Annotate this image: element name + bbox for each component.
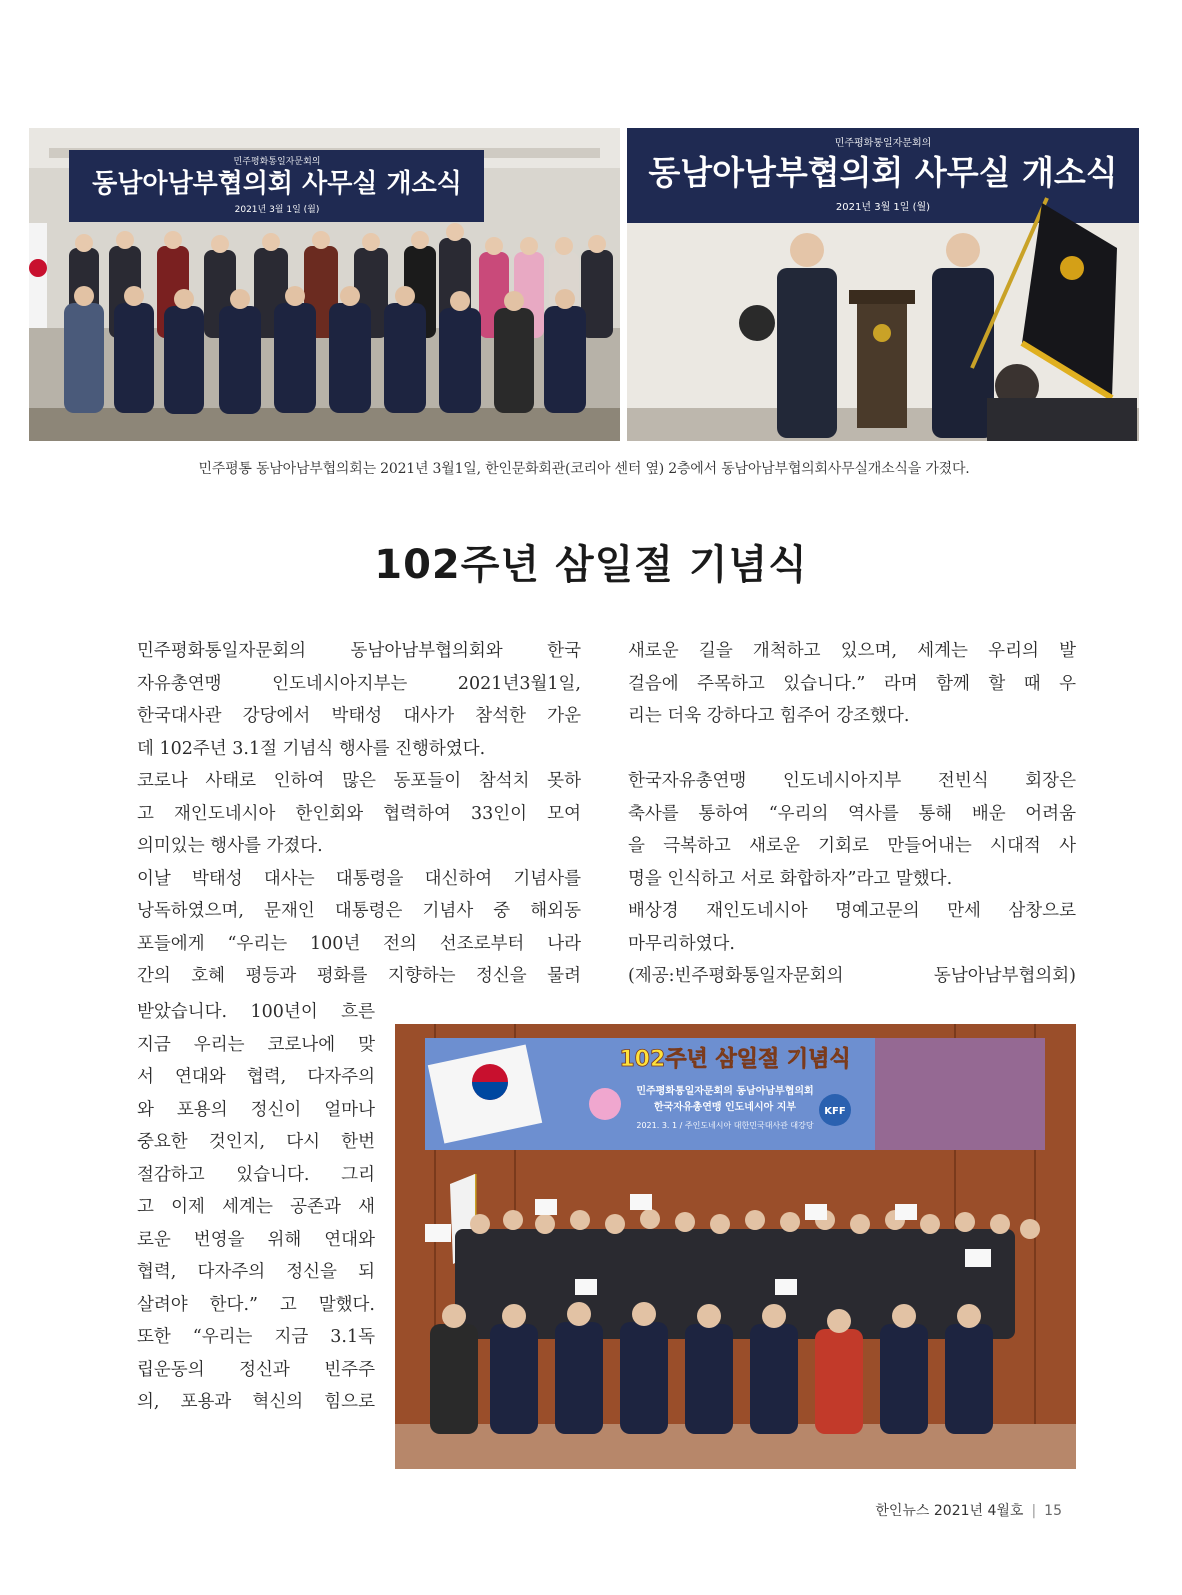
photo-flag-handover-image [627, 128, 1139, 441]
text-line: 이날 박태성 대사는 대통령을 대신하여 기념사를 [137, 868, 581, 889]
text-line: 걸음에 주목하고 있습니다.” 라며 함께 할 때 우 [628, 673, 1076, 694]
photo-flag-handover [627, 128, 1139, 441]
text-line: 데 102주년 3.1절 기념식 행사를 진행하였다. [137, 738, 486, 759]
text-line: 배상경 재인도네시아 명예고문의 만세 삼창으로 [628, 901, 1076, 921]
text-line: 또한 “우리는 지금 3.1독 [137, 1327, 375, 1347]
publication-name: 한인뉴스 2021년 4월호 [875, 1503, 1024, 1519]
banner-title-text: 동남아남부협의회 사무실 개소식 [648, 153, 1118, 192]
text-line: 새로운 길을 개척하고 있으며, 세계는 우리의 발 [628, 641, 1076, 661]
text-line: 받았습니다. 100년이 흐른 [137, 1002, 375, 1022]
banner-line3-text: 2021. 3. 1 / 주인도네시아 대한민국대사관 대강당 [636, 1121, 814, 1130]
text-line: 한국자유총연맹 인도네시아지부 전빈식 회장은 [628, 771, 1076, 791]
text-line: 절감하고 있습니다. 그리 [137, 1164, 375, 1185]
banner-line1-text: 민주평화통일자문회의 동남아남부협의회 [636, 1086, 814, 1097]
text-line: 축사를 통하여 “우리의 역사를 통해 배운 어려움 [628, 803, 1076, 824]
text-line: 립운동의 정신과 빈주주 [137, 1359, 375, 1380]
photo-ceremony-group [395, 1024, 1076, 1469]
banner-org-text: 민주평화통일자문회의 [233, 157, 321, 167]
banner-date-text: 2021년 3월 1일 (월) [234, 205, 320, 215]
photo-caption: 민주평통 동남아남부협의회는 2021년 3월1일, 한인문화회관(코리아 센터 옆) 2층에서 동남아남부협의회사무실개소식을 가졌다. [198, 461, 970, 477]
text-line: 자유총연맹 인도네시아지부는 2021년3월1일, [137, 673, 581, 694]
text-line: 의미있는 행사를 가졌다. [137, 836, 323, 856]
text-line: 명을 인식하고 서로 화합하자”라고 말했다. [628, 868, 953, 889]
text-line: 포들에게 “우리는 100년 전의 선조로부터 나라 [137, 933, 581, 954]
article-headline: 102주년 삼일절 기념식 [374, 542, 808, 588]
text-line: 협력, 다자주의 정신을 되 [137, 1262, 375, 1282]
text-line: 중요한 것인지, 다시 한번 [137, 1132, 375, 1152]
photo-ceremony-group-image [395, 1024, 1076, 1469]
banner-title-text: 102주년 삼일절 기념식 [619, 1047, 851, 1072]
text-line: 지금 우리는 코로나에 맞 [137, 1034, 375, 1055]
text-line: 민주평화통일자문회의 동남아남부협의회와 한국 [137, 641, 581, 661]
banner-date-text: 2021년 3월 1일 (월) [835, 202, 931, 213]
text-line: 고 이제 세계는 공존과 새 [137, 1197, 375, 1217]
text-line: 의, 포용과 혁신의 힘으로 [137, 1392, 375, 1412]
banner-title-text: 동남아남부협의회 사무실 개소식 [92, 169, 462, 199]
page-footer [875, 1500, 1062, 1520]
page-number: 15 [1044, 1503, 1062, 1519]
banner-org-text: 민주평화통일자문회의 [834, 138, 932, 149]
text-line: (제공:빈주평화통일자문회의 동남아남부협의회) [628, 966, 1076, 986]
article-left-narrow-column [137, 996, 375, 1419]
photo-office-opening-group-image [29, 128, 620, 441]
banner-line2-text: 한국자유총연맹 인도네시아 지부 [653, 1102, 797, 1113]
paragraph-gap [628, 733, 1076, 766]
text-line: 고 재인도네시아 한인회와 협력하여 33인이 모여 [137, 803, 581, 824]
text-line: 살려야 한다.” 고 말했다. [137, 1294, 375, 1315]
text-line: 코로나 사태로 인하여 많은 동포들이 참석치 못하 [137, 771, 581, 791]
text-line: 와 포용의 정신이 얼마나 [137, 1099, 375, 1120]
photo-office-opening-group [29, 128, 620, 441]
text-line: 낭독하였으며, 문재인 대통령은 기념사 중 해외동 [137, 901, 581, 921]
text-line: 리는 더욱 강하다고 힘주어 강조했다. [628, 706, 910, 726]
text-line: 서 연대와 협력, 다자주의 [137, 1067, 375, 1087]
text-line: 마무리하였다. [628, 933, 735, 954]
footer-separator: | [1031, 1503, 1037, 1519]
text-line: 로운 번영을 위해 연대와 [137, 1229, 375, 1250]
article-left-column [137, 635, 581, 993]
text-line: 한국대사관 강당에서 박태성 대사가 참석한 가운 [137, 706, 581, 726]
article-right-column [628, 635, 1076, 993]
kff-logo-text: KFF [824, 1106, 846, 1117]
text-line: 을 극복하고 새로운 기회로 만들어내는 시대적 사 [628, 836, 1076, 856]
text-line: 간의 호혜 평등과 평화를 지향하는 정신을 물려 [137, 966, 581, 986]
